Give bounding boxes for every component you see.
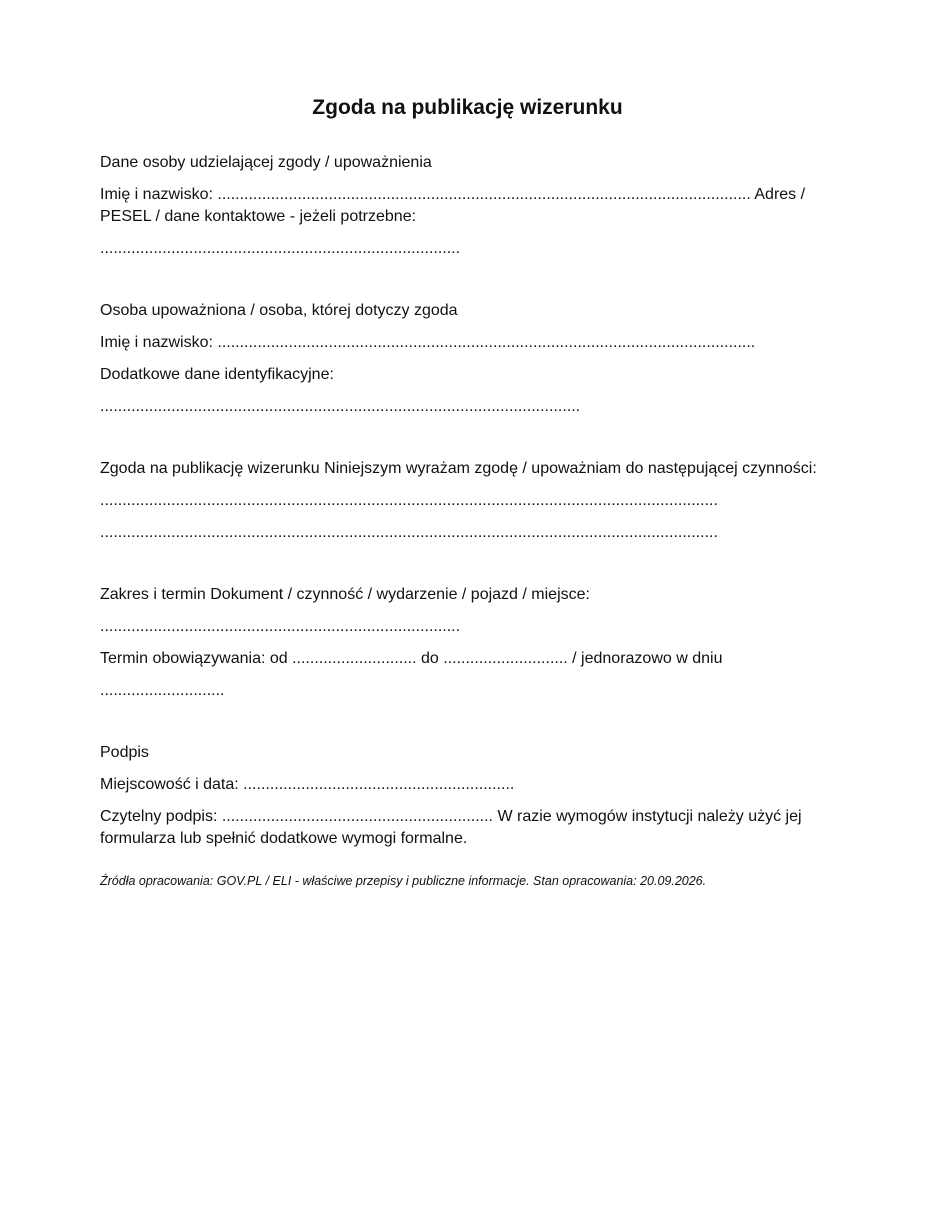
signature-heading: Podpis — [100, 744, 149, 761]
consent-heading: Zgoda na publikację wizerunku Niniejszym wyrażam zgodę / upoważniam do następującej czynności: — [100, 460, 817, 477]
grantor-dots-line: ................................................................................. — [100, 240, 461, 257]
section-spacer — [100, 428, 835, 458]
authorized-heading: Osoba upoważniona / osoba, której dotyczy zgoda — [100, 302, 458, 319]
section-scope — [100, 584, 835, 702]
source-note: Źródła opracowania: GOV.PL / ELI - właściwe przepisy i publiczne informacje. Stan opracowania: 20.09.2026. — [100, 874, 707, 888]
term-dots-line: ............................ — [100, 682, 225, 699]
place-date-line: Miejscowość i data: ............................................................. — [100, 776, 515, 793]
signature-line: Czytelny podpis: ............................................................. W razie wymogów instytucji należy użyć jej formularza lub spełnić dodatkowe wymogi formalne. — [100, 808, 802, 847]
authorized-extra-label: Dodatkowe dane identyfikacyjne: — [100, 366, 334, 383]
section-signature — [100, 742, 835, 850]
grantor-heading: Dane osoby udzielającej zgody / upoważnienia — [100, 154, 432, 171]
section-spacer — [100, 712, 835, 742]
consent-dots-line-2: ........................................................................................................................................... — [100, 524, 718, 541]
consent-dots-line-1: ........................................................................................................................................... — [100, 492, 718, 509]
scope-dots-line: ................................................................................. — [100, 618, 461, 635]
authorized-dots-line: ............................................................................................................ — [100, 398, 581, 415]
section-grantor — [100, 152, 835, 260]
document-title: Zgoda na publikację wizerunku — [312, 96, 623, 119]
section-consent — [100, 458, 835, 544]
term-line: Termin obowiązywania: od ............................ do ............................ / jednorazowo w dniu — [100, 650, 723, 667]
grantor-name-line: Imię i nazwisko: ........................................................................................................................ Adres / PESEL / dane kontaktowe - jeżeli potrzebne: — [100, 186, 806, 225]
section-spacer — [100, 554, 835, 584]
scope-heading: Zakres i termin Dokument / czynność / wydarzenie / pojazd / miejsce: — [100, 586, 590, 603]
document-page — [100, 94, 835, 890]
authorized-name-line: Imię i nazwisko: ......................................................................................................................... — [100, 334, 756, 351]
section-spacer — [100, 270, 835, 300]
section-authorized-person — [100, 300, 835, 418]
